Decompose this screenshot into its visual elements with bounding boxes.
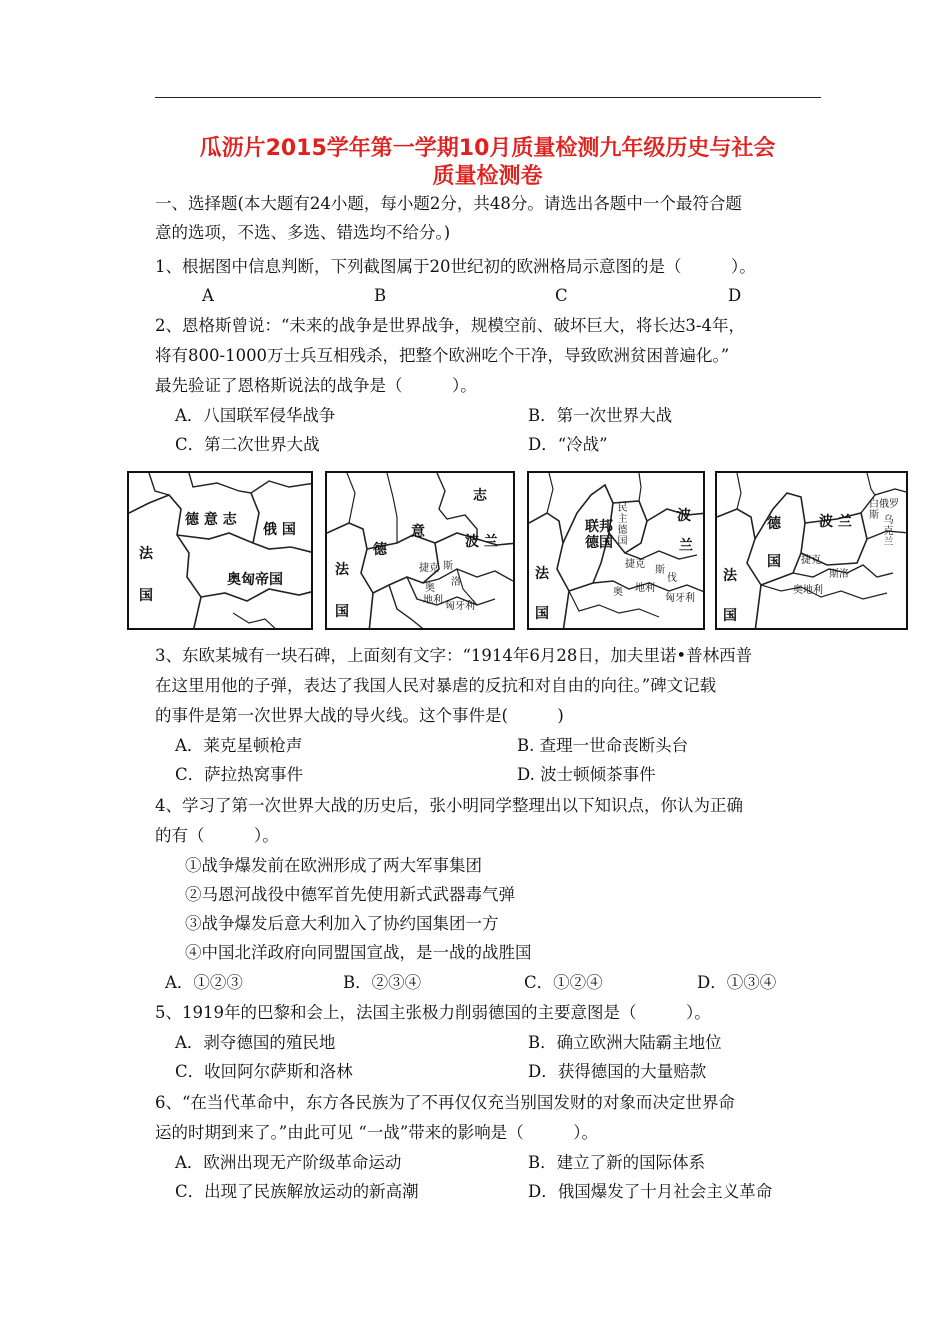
q1-option-b: B	[374, 286, 387, 305]
q2-option-c: C．第二次世界大战	[175, 435, 320, 454]
map-b-luo-label: 洛	[451, 577, 461, 588]
map-c-frg-label: 联邦德国	[585, 519, 613, 551]
map-b-zhi-label: 志	[473, 488, 487, 504]
map-d-guo-label: 国	[767, 554, 781, 570]
q6-option-b: B．建立了新的国际体系	[528, 1153, 706, 1172]
q2-stem-line1: 2、恩格斯曾说：“未来的战争是世界战争，规模空前、破坏巨大，将长达3-4年，	[155, 316, 746, 335]
map-c-hungary-label: 匈牙利	[665, 593, 695, 604]
map-c-lan-label: 兰	[679, 538, 693, 554]
section-instructions-line1: 一、选择题(本大题有24小题，每小题2分，共48分。请选出各题中一个最符合题	[155, 194, 742, 213]
q4-item-3: ③战争爆发后意大利加入了协约国集团一方	[185, 914, 499, 933]
q2-option-a: A．八国联军侵华战争	[175, 406, 336, 425]
map-d-belarus-label: 白俄罗斯	[869, 499, 899, 521]
map-b-dili-label: 地利	[423, 595, 443, 606]
q6-option-c: C．出现了民族解放运动的新高潮	[175, 1182, 419, 1201]
q6-option-a: A．欧洲出现无产阶级革命运动	[175, 1153, 402, 1172]
q3-option-d: D. 波士顿倾茶事件	[517, 765, 656, 784]
q2-stem-line3: 最先验证了恩格斯说法的战争是（ ）。	[155, 376, 477, 395]
map-c-france-guo: 国	[535, 606, 549, 622]
q3-stem-line2: 在这里用他的子弹，表达了我国人民对暴虐的反抗和对自由的向往。”碑文记载	[155, 676, 717, 695]
map-a-russia-label: 俄 国	[263, 522, 296, 538]
paper-title-line1: 瓜沥片2015学年第一学期10月质量检测九年级历史与社会	[199, 136, 776, 161]
q5-option-d: D．获得德国的大量赔款	[528, 1062, 707, 1081]
q5-option-b: B．确立欧洲大陆霸主地位	[528, 1033, 722, 1052]
map-c	[527, 471, 705, 630]
q4-stem-line1: 4、学习了第一次世界大战的历史后，张小明同学整理出以下知识点，你认为正确	[155, 796, 743, 815]
paper-title-line2: 质量检测卷	[432, 164, 543, 189]
q6-stem-line1: 6、“在当代革命中，东方各民族为了不再仅仅充当别国发财的对象而决定世界命	[155, 1093, 735, 1112]
map-c-ao-label: 奥	[613, 587, 623, 598]
europe-map-strip	[127, 471, 908, 632]
q3-stem-line3: 的事件是第一次世界大战的导火线。这个事件是( )	[155, 706, 564, 725]
q4-option-a: A．①②③	[165, 973, 243, 992]
map-a-borders	[129, 473, 313, 630]
map-c-france-fa: 法	[535, 566, 549, 582]
map-d-czech-label: 捷克	[801, 555, 821, 566]
map-a-france-label-fa: 法	[139, 546, 153, 562]
q5-option-a: A．剥夺德国的殖民地	[175, 1033, 336, 1052]
q4-option-c: C．①②④	[524, 973, 603, 992]
map-d-borders	[717, 473, 908, 630]
map-d-france-guo: 国	[723, 608, 737, 624]
map-a-germany-label: 德 意 志	[185, 512, 237, 528]
q3-option-c: C．萨拉热窝事件	[175, 765, 304, 784]
q1-option-a: A	[202, 286, 214, 305]
q4-option-d: D．①③④	[697, 973, 777, 992]
q3-option-b: B. 查理一世命丧断头台	[517, 736, 689, 755]
q1-stem: 1、根据图中信息判断，下列截图属于20世纪初的欧洲格局示意图的是（ ）。	[155, 257, 756, 276]
q1-option-c: C	[555, 286, 568, 305]
map-b-france-guo: 国	[335, 604, 349, 620]
map-c-czech-label: 捷克	[625, 559, 645, 570]
map-b-yi-label: 意	[411, 524, 425, 540]
map-d-si-label: 斯洛	[829, 569, 849, 580]
q6-stem-line2: 运的时期到来了。”由此可见 “一战”带来的影响是（ ）。	[155, 1123, 599, 1142]
map-a-austria-hungary-label: 奥匈帝国	[227, 572, 283, 588]
q2-option-d: D．“冷战”	[528, 435, 608, 454]
map-c-gdr-label: 民主德国	[617, 503, 628, 547]
map-d-austria-label: 奥地利	[793, 585, 823, 596]
map-b-poland-label: 波 兰	[465, 534, 498, 550]
q1-option-d: D	[728, 286, 742, 305]
map-b-ao-label: 奥	[425, 583, 435, 594]
map-c-dili-label: 地利	[635, 583, 655, 594]
map-d-de-label: 德	[767, 516, 781, 532]
q4-item-4: ④中国北洋政府向同盟国宣战，是一战的战胜国	[185, 943, 532, 962]
map-c-bo-label: 波	[677, 508, 691, 524]
map-b-czech-label: 捷克	[419, 563, 439, 574]
map-b-hungary-label: 匈牙利	[445, 601, 475, 612]
map-c-si-label: 斯	[655, 565, 665, 576]
q3-stem-line1: 3、东欧某城有一块石碑，上面刻有文字：“1914年6月28日，加夫里诺•普林西普	[155, 646, 753, 665]
q2-stem-line2: 将有800-1000万士兵互相残杀，把整个欧洲吃个干净，导致欧洲贫困普遍化。”	[155, 346, 730, 365]
q4-option-b: B．②③④	[343, 973, 422, 992]
q6-option-d: D．俄国爆发了十月社会主义革命	[528, 1182, 773, 1201]
map-a-france-label-guo: 国	[139, 588, 153, 604]
q4-item-1: ①战争爆发前在欧洲形成了两大军事集团	[185, 856, 482, 875]
map-b	[325, 471, 515, 630]
map-d-poland-label: 波 兰	[819, 514, 852, 530]
q4-stem-line2: 的有（ ）。	[155, 826, 279, 845]
map-d-ukraine-label: 乌克兰	[883, 515, 894, 548]
section-instructions-line2: 意的选项，不选、多选、错选均不给分。)	[155, 223, 451, 242]
map-b-de-label: 德	[373, 542, 387, 558]
map-b-si-label: 斯	[443, 561, 453, 572]
q3-option-a: A．莱克星顿枪声	[175, 736, 303, 755]
q5-option-c: C．收回阿尔萨斯和洛林	[175, 1062, 353, 1081]
map-d	[715, 471, 908, 630]
header-rule	[155, 97, 821, 98]
map-a	[127, 471, 313, 630]
q2-option-b: B．第一次世界大战	[528, 406, 673, 425]
q5-stem: 5、1919年的巴黎和会上，法国主张极力削弱德国的主要意图是（ ）。	[155, 1003, 711, 1022]
map-b-france-fa: 法	[335, 562, 349, 578]
q4-item-2: ②马恩河战役中德军首先使用新式武器毒气弹	[185, 885, 515, 904]
map-c-fa-label: 伐	[667, 573, 677, 584]
map-d-france-fa: 法	[723, 568, 737, 584]
